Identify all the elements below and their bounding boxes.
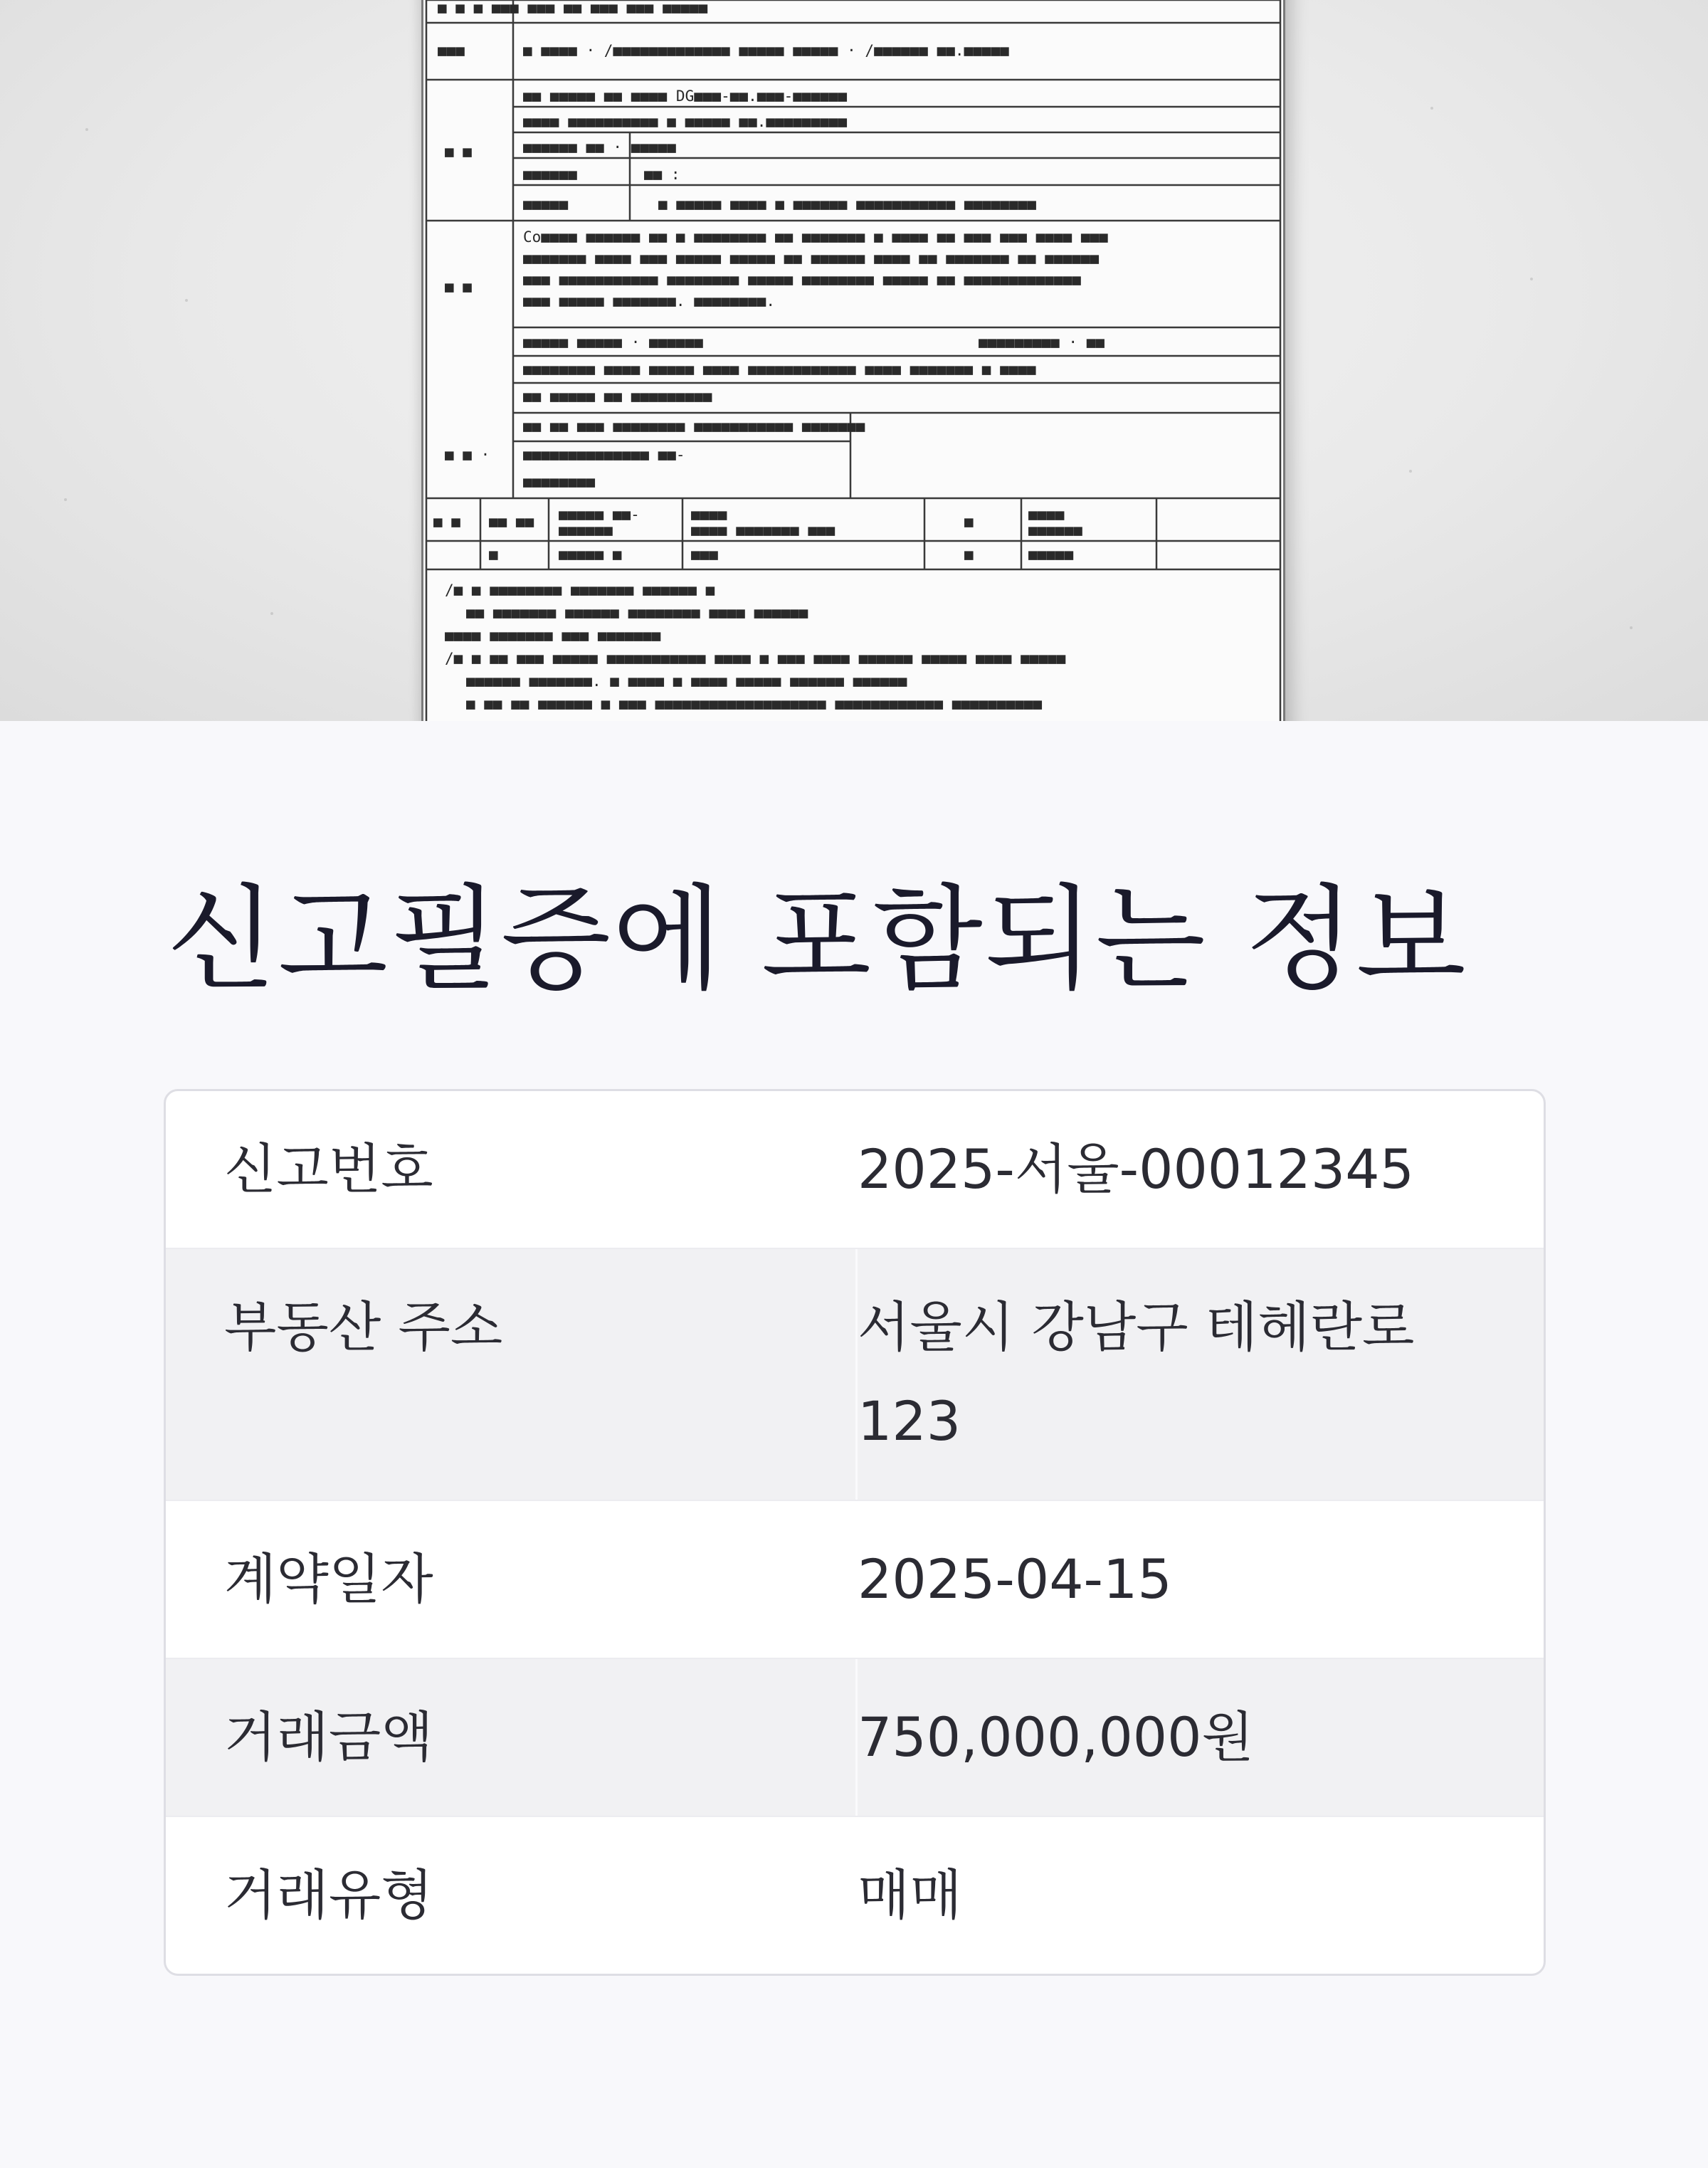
row-value: 750,000,000원: [858, 1705, 1254, 1769]
svg-text:■■ ■■ ■■■ ■■■■■■■■ ■■■■■■■■■■■: ■■ ■■ ■■■ ■■■■■■■■ ■■■■■■■■■■■ ■■■■■■■: [523, 418, 865, 435]
svg-text:■ ■ ■ ■■■ ■■■ ■■ ■■■ ■■■ ■■■: ■ ■ ■ ■■■ ■■■ ■■ ■■■ ■■■ ■■■■■: [438, 0, 708, 16]
svg-text:■■■■■■: ■■■■■■: [559, 522, 613, 539]
svg-text:■■■■■■: ■■■■■■: [1028, 522, 1082, 539]
svg-text:■■ :: ■■ :: [644, 166, 680, 183]
table-row: [166, 1816, 1544, 1974]
svg-text:■: ■: [964, 513, 974, 530]
row-value: 서울시 강남구 테헤란로 123: [858, 1295, 1415, 1453]
form-grid: [423, 0, 1287, 721]
svg-text:■ ■ ·: ■ ■ ·: [445, 446, 490, 463]
svg-text:■ ■■■■ · /■■■■■■■■■■■■■ ■■■■■: ■ ■■■■ · /■■■■■■■■■■■■■ ■■■■■ ■■■■■ · /■■■■■■ ■■.■■■■■: [523, 42, 1009, 59]
svg-text:■■ ■■: ■■ ■■: [489, 513, 534, 530]
svg-text:■■■■■ ■■-: ■■■■■ ■■-: [559, 506, 640, 523]
svg-text:■■ ■■■■■ ■■ ■■■■■■■■■: ■■ ■■■■■ ■■ ■■■■■■■■■: [523, 388, 712, 405]
svg-text:■ ■■■■■ ■■■■ ■ ■■■■■■ ■■■■■■■■: ■ ■■■■■ ■■■■ ■ ■■■■■■ ■■■■■■■■■■■ ■■■■■■■■: [658, 196, 1037, 213]
svg-text:■■■ ■■■■■■■■■■■ ■■■■■■■■ ■■■■■: ■■■ ■■■■■■■■■■■ ■■■■■■■■ ■■■■■ ■■■■■■■■ ■■■■■ ■■ ■■■■■■■■■■■■■: [523, 271, 1081, 288]
row-label: 계약일자: [224, 1547, 433, 1611]
row-label: 신고번호: [224, 1137, 433, 1201]
svg-text:■■■■: ■■■■: [1028, 506, 1065, 523]
svg-text:■■■■ ■■■■■■■ ■■■ ■■■■■■■: ■■■■ ■■■■■■■ ■■■ ■■■■■■■: [445, 627, 661, 644]
svg-text:■: ■: [964, 546, 974, 563]
row-label: 부동산 주소: [166, 1249, 858, 1500]
svg-text:■■■■■■■■ ■■■■ ■■■■■ ■■■■ ■■■■■: ■■■■■■■■ ■■■■ ■■■■■ ■■■■ ■■■■■■■■■■■■ ■■■■ ■■■■■■■ ■ ■■■■: [523, 361, 1036, 378]
svg-text:/■ ■ ■■■■■■■■ ■■■■■■■ ■■■■■■: /■ ■ ■■■■■■■■ ■■■■■■■ ■■■■■■ ■: [445, 582, 715, 599]
svg-text:■■■■■■■■: ■■■■■■■■: [523, 473, 596, 490]
svg-text:■■■■: ■■■■: [691, 506, 727, 523]
svg-text:■■■■■■■ ■■■■ ■■■ ■■■■■ ■■■■■ ■: ■■■■■■■ ■■■■ ■■■ ■■■■■ ■■■■■ ■■ ■■■■■■ ■■■■ ■■ ■■■■■■■ ■■ ■■■■■■: [523, 250, 1100, 267]
svg-text:■■■■■■■■■ · ■■: ■■■■■■■■■ · ■■: [979, 334, 1105, 351]
row-value: 매매: [858, 1863, 962, 1927]
section-title: 신고필증에 포함되는 정보: [167, 873, 1467, 1006]
svg-text:■ ■■ ■■ ■■■■■■ ■ ■■■ ■■■■■■■■■: ■ ■■ ■■ ■■■■■■ ■ ■■■ ■■■■■■■■■■■■■■■■■■■ ■■■■■■■■■■■■ ■■■■■■■■■■: [466, 695, 1043, 712]
svg-text:■■■■■ ■■■■■ · ■■■■■■: ■■■■■ ■■■■■ · ■■■■■■: [523, 334, 703, 351]
svg-text:■■■■■■ ■■ · ■■■■■: ■■■■■■ ■■ · ■■■■■: [523, 139, 676, 156]
svg-text:■■■ ■■■■■ ■■■■■■■. ■■■■■■■■.: ■■■ ■■■■■ ■■■■■■■. ■■■■■■■■.: [523, 293, 776, 310]
svg-text:■ ■: ■ ■: [445, 278, 472, 295]
svg-text:■■■■■■ ■■■■■■■. ■ ■■■■ ■ ■■■■: ■■■■■■ ■■■■■■■. ■ ■■■■ ■ ■■■■ ■■■■■ ■■■■■■ ■■■■■■: [466, 673, 907, 690]
svg-text:■: ■: [489, 546, 498, 563]
svg-text:■■■■■ ■: ■■■■■ ■: [559, 546, 622, 563]
svg-text:■■ ■■■■■■■ ■■■■■■ ■■■■■■■■ ■: ■■ ■■■■■■■ ■■■■■■ ■■■■■■■■ ■■■■ ■■■■■■: [466, 604, 808, 621]
table-row: [166, 1091, 1544, 1248]
row-label: 거래금액: [166, 1659, 858, 1816]
svg-text:■■■■ ■■■■■■■ ■■■: ■■■■ ■■■■■■■ ■■■: [691, 522, 835, 539]
svg-text:■■■: ■■■: [691, 546, 718, 563]
report-form-sheet: [421, 0, 1285, 721]
table-row: [166, 1500, 1544, 1658]
report-info-table: [164, 1089, 1546, 1976]
svg-text:■ ■: ■ ■: [433, 513, 460, 530]
row-value: 2025-서울-00012345: [858, 1137, 1414, 1201]
table-row: [166, 1248, 1544, 1500]
table-row: [166, 1658, 1544, 1816]
svg-text:■■■■■■: ■■■■■■: [523, 166, 577, 183]
svg-text:■■■: ■■■: [438, 42, 465, 59]
svg-text:■■■■ ■■■■■■■■■■ ■ ■■■■■ ■■.■■■: ■■■■ ■■■■■■■■■■ ■ ■■■■■ ■■.■■■■■■■■■: [523, 113, 848, 130]
svg-text:■■■■■: ■■■■■: [1028, 546, 1074, 563]
row-value: 2025-04-15: [858, 1547, 1172, 1611]
svg-text:■■■■■■■■■■■■■■ ■■-: ■■■■■■■■■■■■■■ ■■-: [523, 446, 685, 463]
svg-text:■■■■■: ■■■■■: [523, 196, 569, 213]
svg-text:/■ ■ ■■ ■■■ ■■■■■ ■■■■■■■■■■■: /■ ■ ■■ ■■■ ■■■■■ ■■■■■■■■■■■ ■■■■ ■ ■■■ ■■■■ ■■■■■■ ■■■■■ ■■■■ ■■■■■: [445, 650, 1066, 667]
svg-text:■ ■: ■ ■: [445, 143, 472, 160]
svg-text:■■ ■■■■■ ■■ ■■■■ DG■■■-■■.■■: ■■ ■■■■■ ■■ ■■■■ DG■■■-■■.■■■-■■■■■■: [523, 88, 848, 105]
row-label: 거래유형: [224, 1863, 433, 1927]
svg-text:Co■■■■ ■■■■■■ ■■ ■ ■■■■■■■■ ■■: Co■■■■ ■■■■■■ ■■ ■ ■■■■■■■■ ■■ ■■■■■■■ ■ ■■■■ ■■ ■■■ ■■■ ■■■■ ■■■: [523, 228, 1108, 246]
document-photo: [0, 0, 1708, 721]
